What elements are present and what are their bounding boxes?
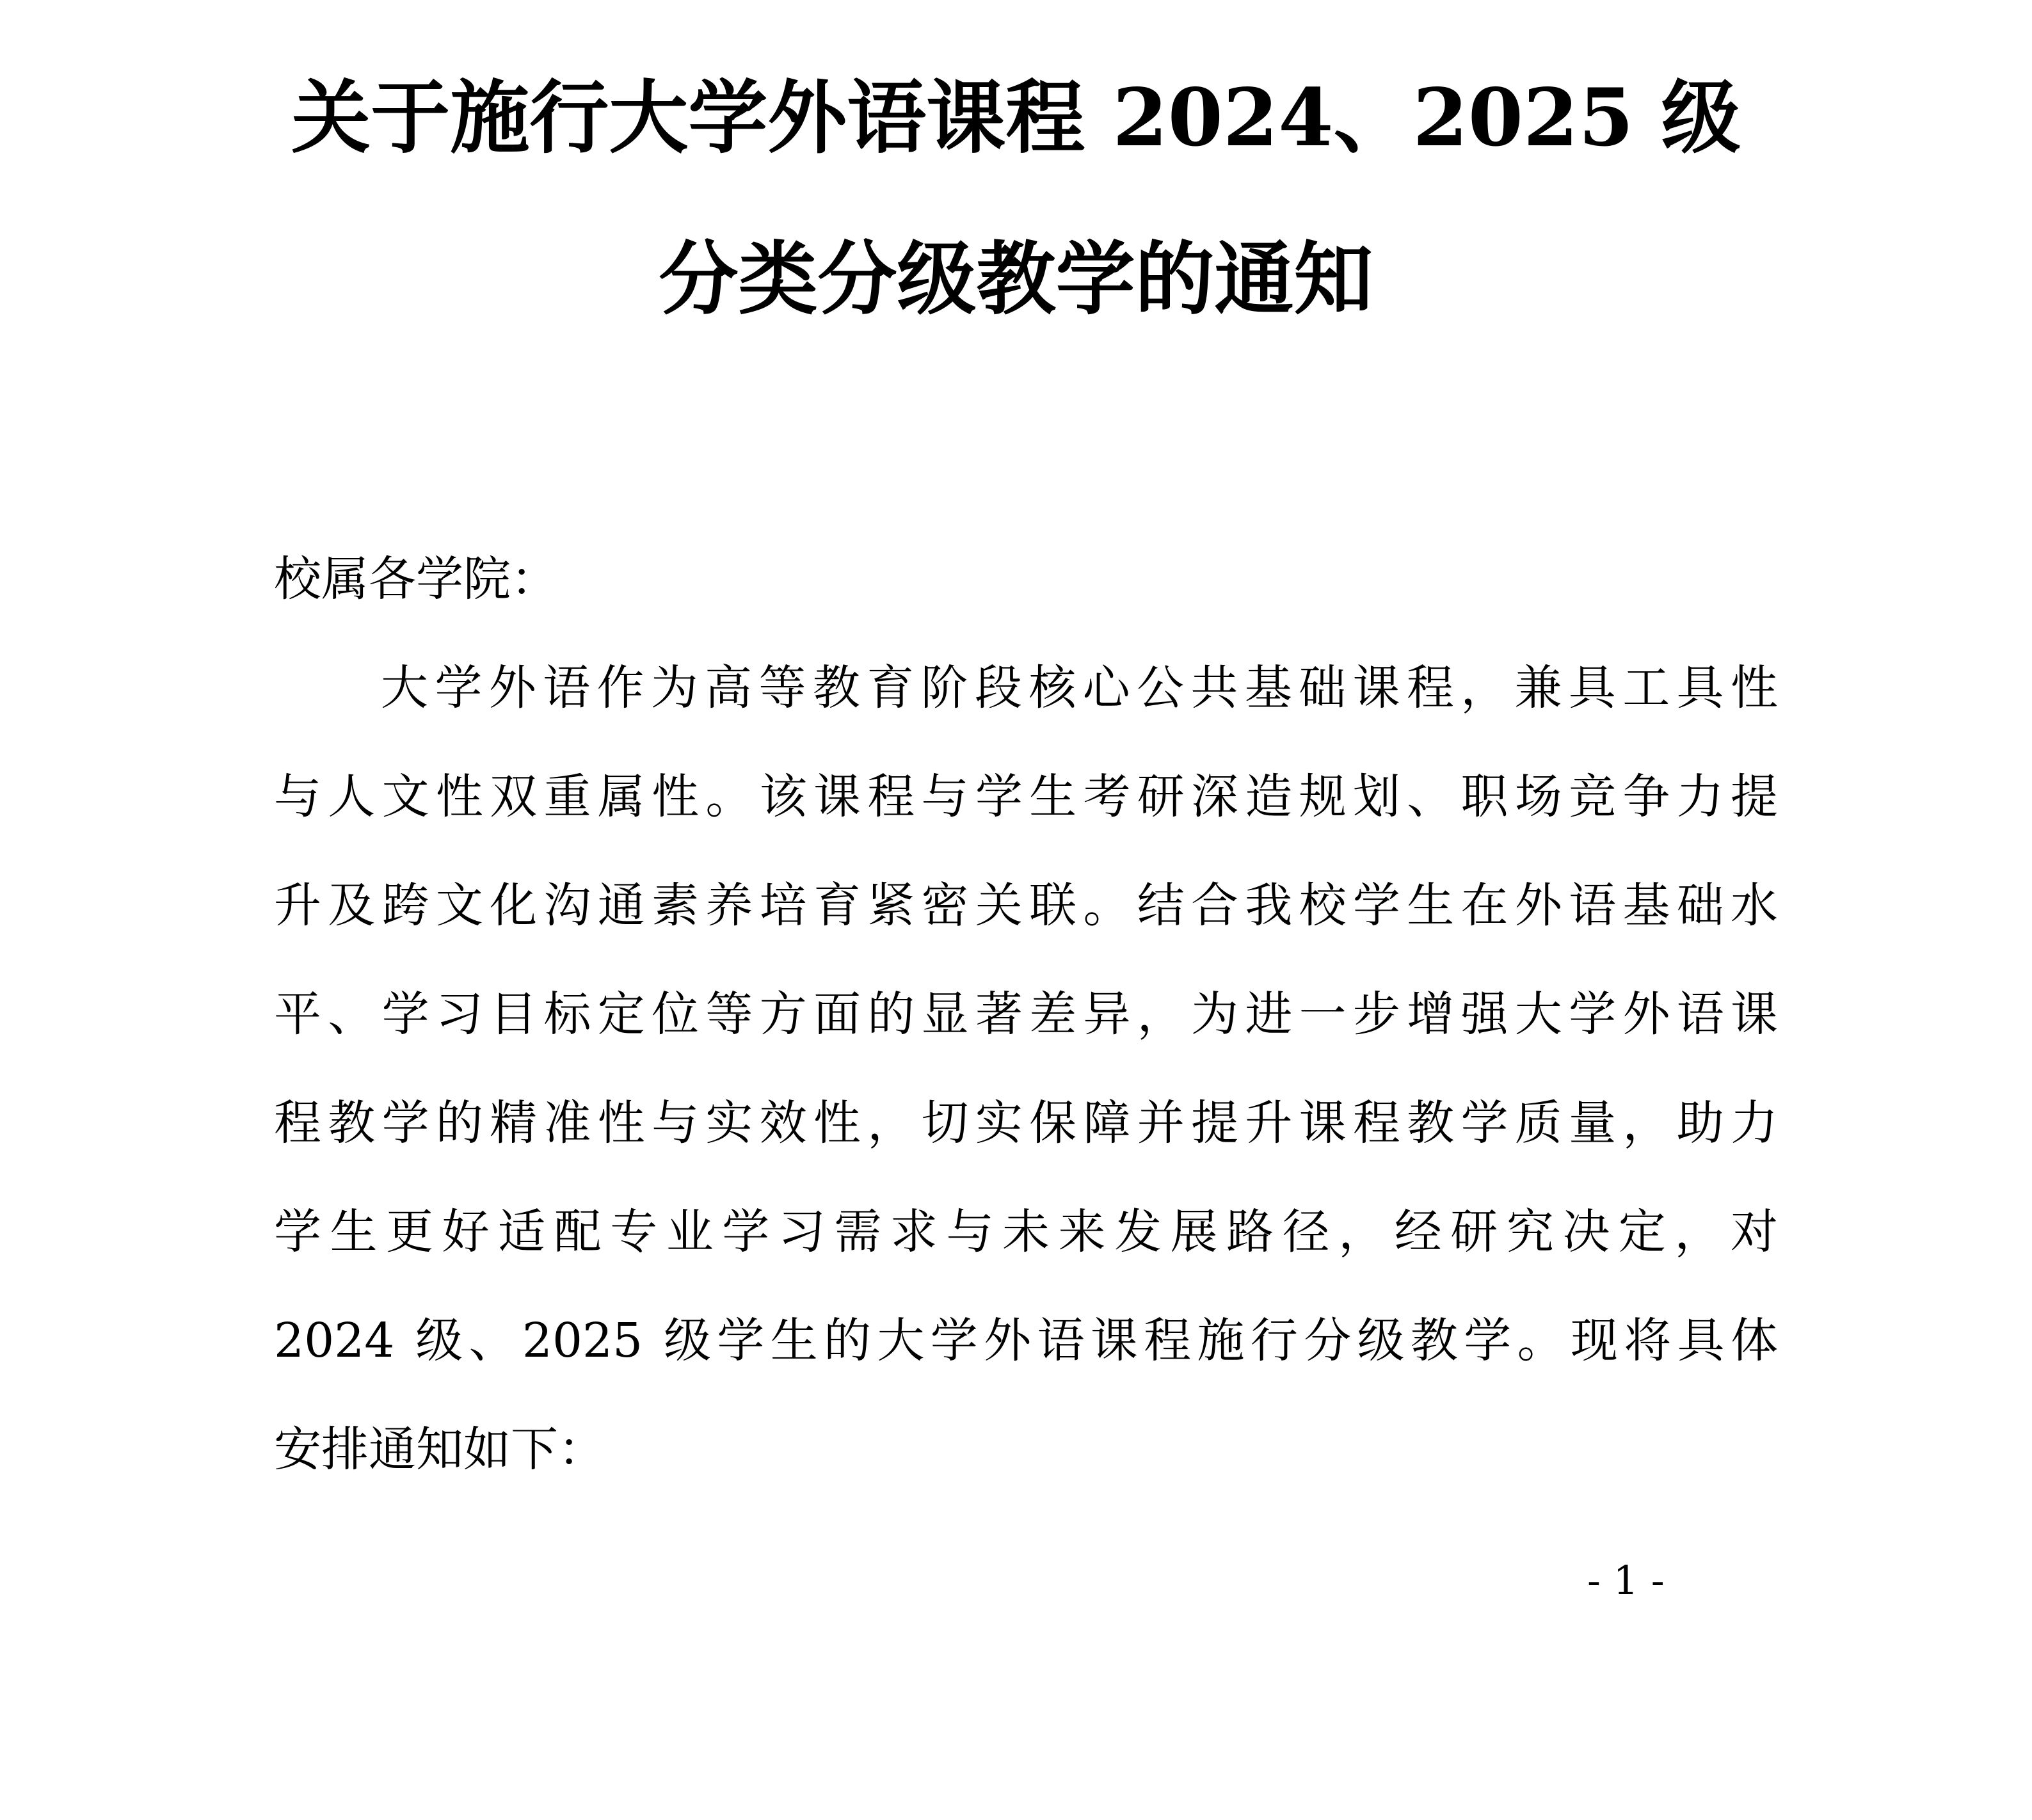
paragraph-line-4: 平、学习目标定位等方面的显著差异，为进一步增强大学外语课 xyxy=(274,987,1778,1042)
paragraph-line-5: 程教学的精准性与实效性，切实保障并提升课程教学质量，助力 xyxy=(274,1096,1778,1151)
document-title-line-2: 分类分级教学的通知 xyxy=(659,233,1373,326)
page-number: - 1 - xyxy=(1587,1557,1665,1604)
salutation: 校属各学院： xyxy=(274,552,558,607)
paragraph-line-6: 学生更好适配专业学习需求与未来发展路径，经研究决定，对 xyxy=(274,1204,1778,1259)
document-title-line-1: 关于施行大学外语课程 2024、2025 级 xyxy=(291,72,1741,164)
paragraph-line-8: 安排通知如下： xyxy=(274,1422,605,1477)
paragraph-line-3: 升及跨文化沟通素养培育紧密关联。结合我校学生在外语基础水 xyxy=(274,878,1778,933)
paragraph-line-1: 大学外语作为高等教育阶段核心公共基础课程，兼具工具性 xyxy=(381,660,1778,715)
paragraph-line-7: 2024 级、2025 级学生的大学外语课程施行分级教学。现将具体 xyxy=(274,1313,1778,1368)
paragraph-line-2: 与人文性双重属性。该课程与学生考研深造规划、职场竞争力提 xyxy=(274,769,1778,824)
